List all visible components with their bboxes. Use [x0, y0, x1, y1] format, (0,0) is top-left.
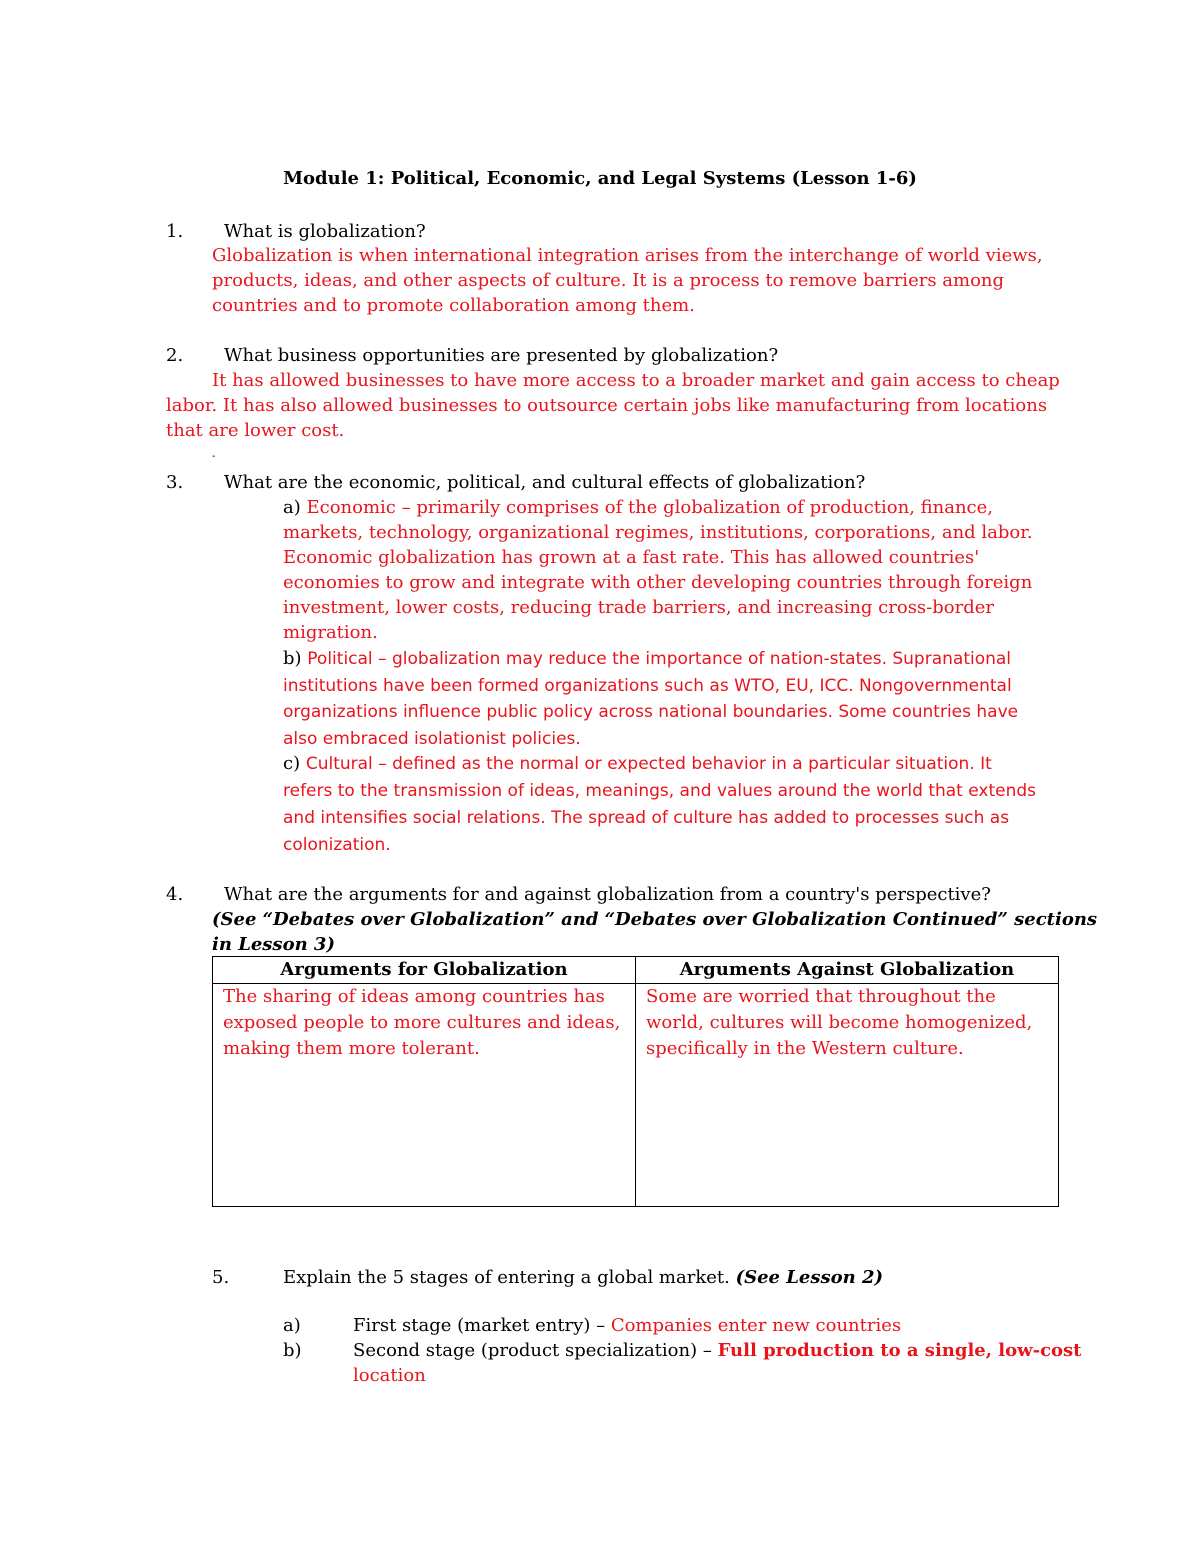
q3-number: 3. — [166, 472, 184, 493]
q3-cultural-line: refers to the transmission of ideas, meanings, and values around the world that extends — [283, 781, 1037, 801]
stage-answer-line: location — [353, 1365, 426, 1386]
stage-line — [353, 1338, 1082, 1363]
q3-cultural-line: colonization. — [283, 835, 391, 855]
q1-answer-line: Globalization is when international integration arises from the interchange of world views, — [212, 245, 1043, 266]
q3-cultural-prefix: c) — [283, 753, 306, 774]
q3-cultural-line — [283, 750, 1036, 778]
q2-answer-line: labor. It has also allowed businesses to outsource certain jobs like manufacturing from locations — [166, 395, 1048, 416]
q5-question — [283, 1265, 883, 1290]
stage-answer: Companies enter new countries — [610, 1315, 902, 1336]
table-header-for: Arguments for Globalization — [213, 957, 636, 984]
stage-label: First stage (market entry) – — [353, 1315, 611, 1336]
q3-cultural — [283, 750, 1036, 859]
table-cell-against — [636, 984, 1059, 1207]
stage-letter: b) — [283, 1340, 302, 1361]
stray-mark: - — [212, 451, 216, 462]
q3-cultural-line: and intensifies social relations. The spread of culture has added to processes such as — [283, 808, 1010, 828]
stage-letter: a) — [283, 1315, 301, 1336]
q3-economic-line: Economic globalization has grown at a fast rate. This has allowed countries' — [283, 547, 980, 568]
q5-number: 5. — [212, 1267, 230, 1288]
stage-item — [353, 1313, 901, 1338]
q3-economic-line: investment, lower costs, reducing trade barriers, and increasing cross-border — [283, 597, 994, 618]
q3-political — [283, 646, 1018, 752]
table-cell-line: specifically in the Western culture. — [646, 1038, 964, 1059]
table-cell-line: Some are worried that throughout the — [646, 986, 996, 1007]
q3-question: What are the economic, political, and cultural effects of globalization? — [224, 472, 866, 493]
q1-answer — [212, 243, 1043, 318]
stage-item — [353, 1338, 1082, 1388]
q4-note-line: in Lesson 3) — [212, 934, 335, 955]
q5-note: (See Lesson 2) — [735, 1267, 884, 1288]
q3-political-line: also embraced isolationist policies. — [283, 728, 581, 749]
q3-economic-prefix: a) — [283, 497, 307, 518]
q1-number: 1. — [166, 221, 184, 242]
table-cell-line: exposed people to more cultures and ideas, — [223, 1012, 621, 1033]
q4-number: 4. — [166, 884, 184, 905]
page-title: Module 1: Political, Economic, and Legal Systems (Lesson 1-6) — [283, 168, 917, 189]
q2-answer-line: It has allowed businesses to have more access to a broader market and gain access to cheap — [212, 370, 1060, 391]
q1-question: What is globalization? — [224, 221, 426, 242]
q3-economic-line — [283, 495, 1033, 520]
table-row — [213, 984, 1059, 1207]
q2-number: 2. — [166, 345, 184, 366]
q4-question: What are the arguments for and against globalization from a country's perspective? — [224, 884, 991, 905]
q2-question: What business opportunities are presented by globalization? — [224, 345, 779, 366]
q1-answer-line: products, ideas, and other aspects of culture. It is a process to remove barriers among — [212, 270, 1005, 291]
q3-economic — [283, 495, 1033, 645]
table-cell-for — [213, 984, 636, 1207]
stage-label: Second stage (product specialization) – — [353, 1340, 718, 1361]
q4-note-line: (See “Debates over Globalization” and “Debates over Globalization Continued” sections — [212, 909, 1098, 930]
q3-political-line — [283, 646, 1018, 673]
table-cell-line: world, cultures will become homogenized, — [646, 1012, 1033, 1033]
q4-note — [212, 907, 1097, 957]
arguments-table — [212, 956, 1059, 1207]
q3-economic-line: markets, technology, organizational regimes, institutions, corporations, and labor. — [283, 522, 1033, 543]
q3-political-line: organizations influence public policy across national boundaries. Some countries have — [283, 702, 1019, 722]
table-header-row — [213, 957, 1059, 984]
q2-answer-line: that are lower cost. — [166, 420, 345, 441]
table-header-against: Arguments Against Globalization — [636, 957, 1059, 984]
q3-economic-line: economies to grow and integrate with other developing countries through foreign — [283, 572, 1033, 593]
q3-economic-line: migration. — [283, 622, 378, 643]
q1-answer-line: countries and to promote collaboration among them. — [212, 295, 695, 316]
q3-economic-text: Economic – primarily comprises of the globalization of production, finance, — [306, 497, 994, 518]
table-cell-line: The sharing of ideas among countries has — [223, 986, 605, 1007]
q3-political-text: Political – globalization may reduce the importance of nation-states. Supranational — [307, 649, 1012, 669]
stage-answer: Full production to a single, low-cost — [717, 1340, 1082, 1361]
q3-political-line: institutions have been formed organizations such as WTO, EU, ICC. Nongovernmental — [283, 675, 1012, 696]
q5-question-text: Explain the 5 stages of entering a global market. — [283, 1267, 736, 1288]
q3-cultural-text: Cultural – defined as the normal or expected behavior in a particular situation. It — [305, 754, 992, 774]
table-cell-line: making them more tolerant. — [223, 1038, 480, 1059]
q3-political-prefix: b) — [283, 648, 308, 669]
